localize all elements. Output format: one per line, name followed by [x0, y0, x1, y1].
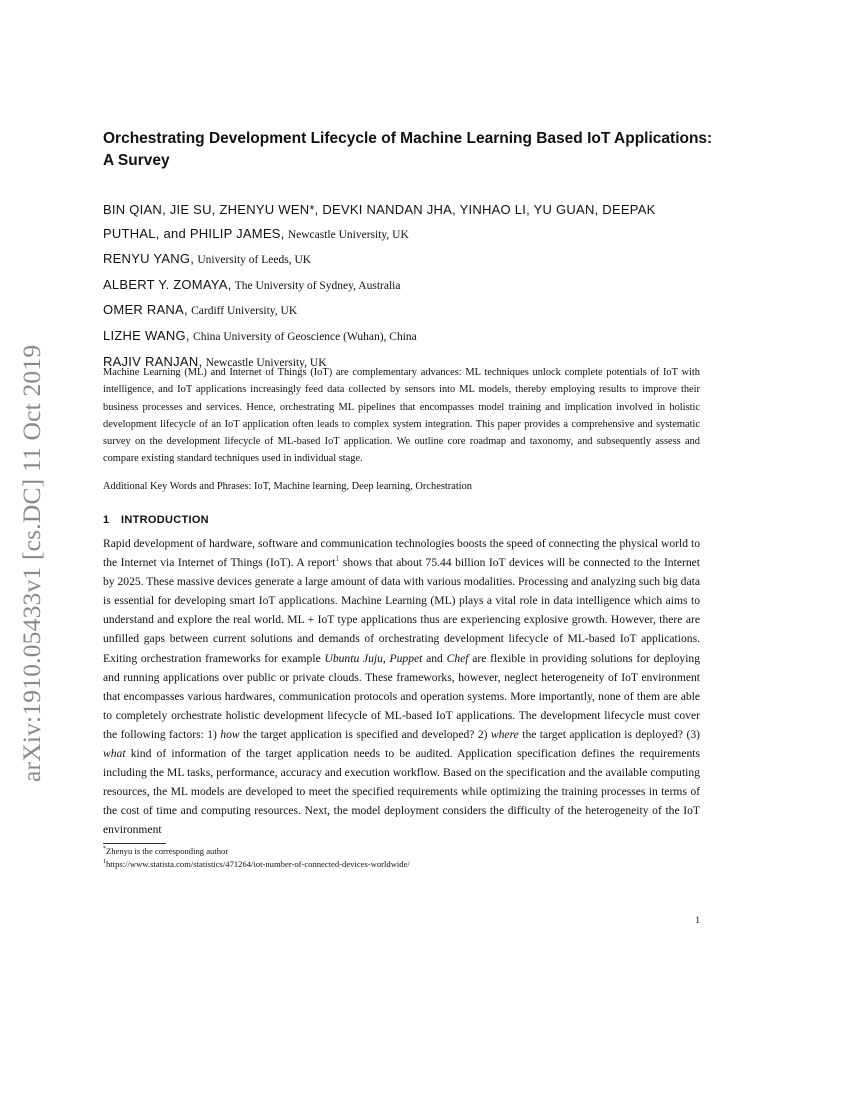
- emphasis-term: Ubuntu Juju: [324, 651, 383, 665]
- footnote-item: [103, 845, 700, 858]
- arxiv-stamp: [19, 296, 45, 782]
- author-affiliation: University of Leeds, UK: [197, 254, 312, 267]
- author-names: RENYU YANG,: [103, 251, 195, 267]
- body-text-segment: and: [422, 651, 447, 665]
- introduction-paragraph: [103, 534, 700, 840]
- emphasis-term: Chef: [446, 651, 469, 665]
- section-title: INTRODUCTION: [121, 514, 209, 526]
- author-line: [103, 298, 703, 324]
- emphasis-term: how: [220, 727, 240, 741]
- author-affiliation: The University of Sydney, Australia: [234, 279, 401, 292]
- author-line: [103, 273, 703, 299]
- footnote-reference-link[interactable]: 1: [335, 554, 340, 564]
- author-line: [103, 222, 703, 248]
- author-affiliation: Newcastle University, UK: [205, 356, 327, 369]
- abstract: Machine Learning (ML) and Internet of Things (IoT) are complementary advances: ML techniques unlock complete potentials of IoT with intelligence, and IoT applications increasingly feed data collected by sensors into ML models, thereby employing results to improve their business processes and services. Hence, orchestrating ML pipelines that encompasses model training and implication involved in holistic development lifecycle of an IoT application often leads to complex system integration. This paper provides a comprehensive and systematic survey on the development lifecycle of ML-based IoT application. We outline core roadmap and taxonomy, and subsequently assess and compare existing standard techniques used in individual stage.: [103, 367, 700, 465]
- author-names: RAJIV RANJAN,: [103, 353, 203, 369]
- author-affiliation: Newcastle University, UK: [287, 228, 409, 241]
- emphasis-term: where: [490, 727, 519, 741]
- footnote-url-link[interactable]: https://www.statista.com/statistics/471264/iot-number-of-connected-devices-worldwide/: [106, 858, 410, 869]
- body-text-segment: ,: [382, 651, 390, 665]
- author-names: PUTHAL, and PHILIP JAMES,: [103, 225, 285, 241]
- author-affiliation: China University of Geoscience (Wuhan), China: [193, 330, 417, 343]
- keywords: Additional Key Words and Phrases: IoT, Machine learning, Deep learning, Orchestration: [103, 481, 472, 492]
- author-names: BIN QIAN, JIE SU, ZHENYU WEN*, DEVKI NANDAN JHA, YINHAO LI, YU GUAN, DEEPAK: [103, 202, 656, 217]
- body-text-segment: shows that about 75.44 billion IoT devices will be connected to the Internet by 2025. These massive devices generate a large amount of data with various modalities. Processing and analyzing such big data is essential for developing smart IoT applications. Machine Learning (ML) plays a vital role in data intelligence which aims to understand and explore the real world. ML + IoT type applications thus are experiencing explosive growth. However, there are unfilled gaps between current solutions and demands of orchestrating development lifecycle of ML-based IoT applications. Exiting orchestration frameworks for example: [103, 556, 700, 665]
- footnote-item: [103, 858, 700, 871]
- body-text-segment: Rapid development of hardware, software and communication technologies boosts the speed of connecting the physical world to the Internet via Internet of Things (IoT). A report: [103, 537, 700, 570]
- emphasis-term: what: [103, 747, 126, 761]
- body-text-segment: are flexible in providing solutions for deploying and running applications over public or private clouds. These frameworks, however, neglect heterogeneity of IoT environment that encompasses various hardwares, communication protocols and operation systems. More importantly, none of them are able to completely orchestrate holistic development lifecycle of ML-based IoT applications. The development lifecycle must cover the following factors: 1): [103, 651, 701, 741]
- paper-title: Orchestrating Development Lifecycle of Machine Learning Based IoT Applications: A Survey: [103, 130, 713, 169]
- emphasis-term: Puppet: [389, 651, 423, 665]
- author-names: ALBERT Y. ZOMAYA,: [103, 276, 232, 292]
- author-block: [103, 198, 703, 375]
- body-text-segment: kind of information of the target application needs to be audited. Application specification defines the requirements including the ML tasks, performance, accuracy and execution workflow. Based on the specification and the available computing resources, the ML models are developed to meet the specified requirements while optimizing the training processes in terms of the cost of time and computing resources. Next, the model deployment considers the difficulty of the heterogeneity of the IoT environment: [103, 747, 700, 837]
- author-line: [103, 198, 703, 222]
- footnote-mark: *: [103, 846, 106, 853]
- footnotes: [103, 845, 700, 870]
- footnote-text: Zhenyu is the corresponding author: [106, 846, 229, 856]
- page-number: 1: [695, 916, 700, 926]
- body-text-segment: the target application is specified and developed? 2): [239, 727, 491, 741]
- arxiv-stamp-text: arXiv:1910.05433v1 [cs.DC] 11 Oct 2019: [17, 344, 46, 782]
- body-text-segment: the target application is deployed? (3): [518, 727, 700, 741]
- section-number: 1: [103, 514, 110, 526]
- author-line: [103, 324, 703, 350]
- footnote-divider: [103, 843, 166, 844]
- author-names: LIZHE WANG,: [103, 327, 190, 343]
- author-affiliation: Cardiff University, UK: [191, 305, 298, 318]
- section-heading: [103, 512, 209, 528]
- author-names: OMER RANA,: [103, 302, 188, 318]
- author-line: [103, 247, 703, 273]
- footnote-mark: 1: [103, 858, 106, 865]
